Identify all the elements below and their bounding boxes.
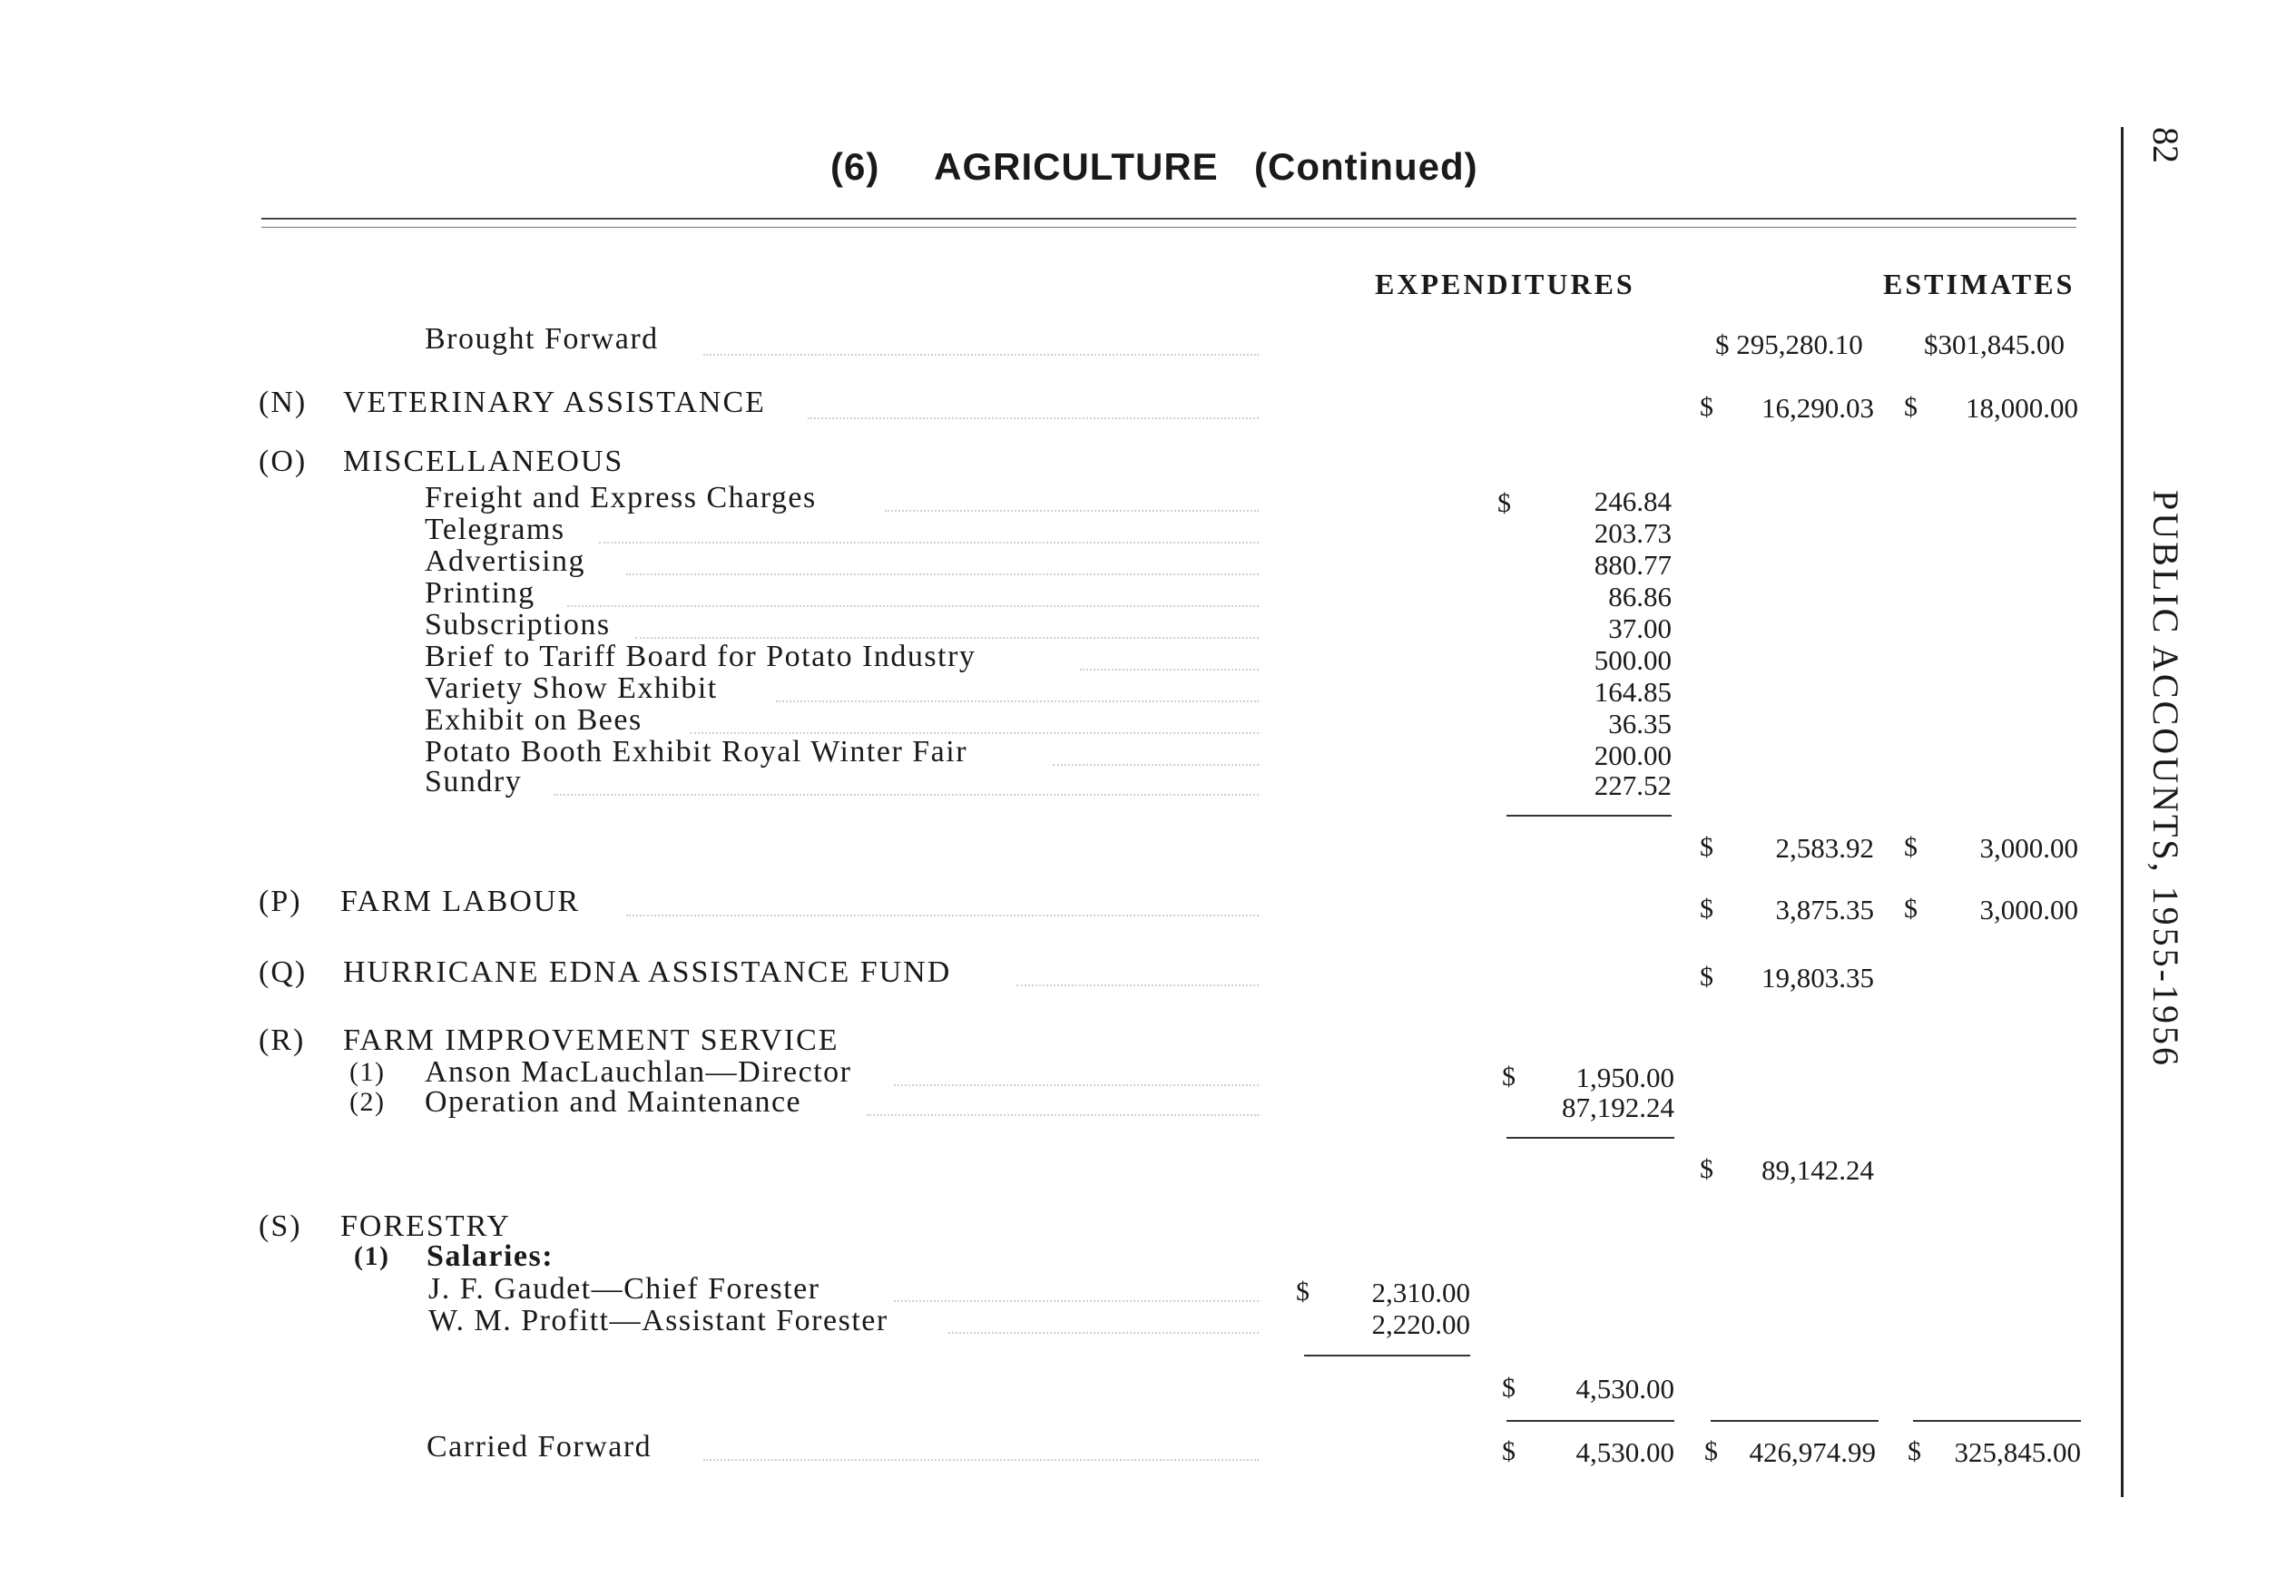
misc-item-amount: 246.84 <box>1594 485 1672 517</box>
side-title: PUBLIC ACCOUNTS, 1955-1956 <box>2145 490 2186 1068</box>
brought-forward-expenditure: $ 295,280.10 <box>1715 328 1863 360</box>
brought-forward-label: Brought Forward <box>425 322 659 356</box>
forestry-label: FORESTRY <box>340 1209 511 1243</box>
dollar-sign: $ <box>1700 894 1713 924</box>
carried-forward-sub: 4,530.00 <box>1575 1436 1674 1468</box>
misc-item-label: Advertising <box>425 544 586 578</box>
misc-item-label: Sundry <box>425 765 523 798</box>
misc-item-label: Freight and Express Charges <box>425 481 817 514</box>
leader <box>948 1332 1259 1334</box>
total-line <box>1711 1420 1879 1422</box>
leader <box>703 1459 1259 1461</box>
title-main: AGRICULTURE <box>934 145 1219 188</box>
section-code: (O) <box>259 445 308 478</box>
forestry-sub-number: (1) <box>354 1241 390 1271</box>
hurricane-label: HURRICANE EDNA ASSISTANCE FUND <box>343 955 952 989</box>
section-code: (S) <box>259 1209 302 1243</box>
leader <box>894 1300 1259 1302</box>
misc-item-amount: 86.86 <box>1608 581 1672 612</box>
leader <box>776 700 1259 702</box>
carried-forward-label: Carried Forward <box>427 1430 652 1464</box>
carried-forward-expenditure: 426,974.99 <box>1749 1436 1876 1468</box>
leader <box>1016 984 1259 986</box>
brought-forward-estimate: $301,845.00 <box>1924 328 2065 360</box>
carried-forward-estimate: 325,845.00 <box>1954 1436 2081 1468</box>
misc-item-amount: 500.00 <box>1594 644 1672 676</box>
fis-item-label: Anson MacLauchlan—Director <box>425 1055 852 1089</box>
title-continued: (Continued) <box>1254 145 1478 188</box>
leader <box>690 732 1259 734</box>
forestry-sub-label: Salaries: <box>427 1239 554 1273</box>
header-rule-2 <box>261 227 2076 228</box>
misc-item-label: Brief to Tariff Board for Potato Industry <box>425 640 976 673</box>
total-line <box>1913 1420 2081 1422</box>
misc-item-amount: 37.00 <box>1608 612 1672 644</box>
expenditures-heading: EXPENDITURES <box>1375 268 1635 300</box>
dollar-sign: $ <box>1904 894 1918 924</box>
leader <box>703 354 1259 356</box>
veterinary-expenditure: 16,290.03 <box>1761 392 1874 424</box>
dollar-sign: $ <box>1904 832 1918 862</box>
hurricane-expenditure: 19,803.35 <box>1761 962 1874 994</box>
page-title <box>830 145 1478 189</box>
leader <box>894 1084 1259 1086</box>
dollar-sign: $ <box>1502 1373 1516 1403</box>
leader <box>626 915 1259 916</box>
misc-item-amount: 880.77 <box>1594 549 1672 581</box>
fis-expenditure: 89,142.24 <box>1761 1154 1874 1186</box>
misc-item-amount: 36.35 <box>1608 708 1672 739</box>
leader <box>885 510 1259 512</box>
misc-item-label: Telegrams <box>425 513 565 546</box>
dollar-sign: $ <box>1704 1436 1718 1466</box>
forestry-person-label: W. M. Profitt—Assistant Forester <box>428 1304 888 1337</box>
veterinary-estimate: 18,000.00 <box>1966 392 2078 424</box>
leader <box>635 637 1259 639</box>
misc-item-label: Exhibit on Bees <box>425 703 643 737</box>
dollar-sign: $ <box>1700 962 1713 992</box>
fis-item-label: Operation and Maintenance <box>425 1085 802 1119</box>
total-line <box>1506 1420 1674 1422</box>
farm-labour-label: FARM LABOUR <box>340 885 581 918</box>
page-number: 82 <box>2145 127 2186 163</box>
misc-item-label: Variety Show Exhibit <box>425 671 718 705</box>
dollar-sign: $ <box>1908 1436 1921 1466</box>
dollar-sign: $ <box>1700 1154 1713 1184</box>
subtotal-line <box>1506 815 1672 817</box>
margin-rule <box>2121 127 2124 1497</box>
forestry-person-amount: 2,310.00 <box>1371 1277 1470 1308</box>
leader <box>1053 764 1259 766</box>
misc-item-label: Subscriptions <box>425 608 611 641</box>
farm-labour-estimate: 3,000.00 <box>1979 894 2078 925</box>
misc-label: MISCELLANEOUS <box>343 445 624 478</box>
dollar-sign: $ <box>1502 1436 1516 1466</box>
farm-labour-expenditure: 3,875.35 <box>1775 894 1874 925</box>
forestry-person-label: J. F. Gaudet—Chief Forester <box>428 1272 820 1306</box>
leader <box>808 417 1259 419</box>
section-code: (P) <box>259 885 302 918</box>
header-rule-1 <box>261 218 2076 220</box>
leader <box>626 573 1259 575</box>
dollar-sign: $ <box>1700 832 1713 862</box>
section-code: (Q) <box>259 955 308 989</box>
leader <box>1080 669 1259 671</box>
misc-item-amount: 164.85 <box>1594 676 1672 708</box>
veterinary-label: VETERINARY ASSISTANCE <box>343 386 766 419</box>
fis-item-number: (2) <box>349 1087 386 1117</box>
fis-item-amount: 1,950.00 <box>1575 1062 1674 1093</box>
fis-item-amount: 87,192.24 <box>1562 1092 1674 1123</box>
subtotal-line <box>1304 1355 1470 1356</box>
dollar-sign: $ <box>1700 392 1713 422</box>
dollar-sign: $ <box>1904 392 1918 422</box>
misc-item-amount: 200.00 <box>1594 739 1672 771</box>
misc-item-label: Printing <box>425 576 535 610</box>
misc-item-amount: 203.73 <box>1594 517 1672 549</box>
estimates-heading: ESTIMATES <box>1883 268 2075 300</box>
section-code: (N) <box>259 386 308 419</box>
forestry-subtotal: 4,530.00 <box>1575 1373 1674 1405</box>
dollar-sign: $ <box>1502 1062 1516 1092</box>
dollar-sign: $ <box>1296 1277 1310 1307</box>
section-code: (R) <box>259 1023 306 1057</box>
fis-label: FARM IMPROVEMENT SERVICE <box>343 1023 839 1057</box>
misc-expenditure: 2,583.92 <box>1775 832 1874 864</box>
misc-estimate: 3,000.00 <box>1979 832 2078 864</box>
leader <box>554 794 1259 796</box>
fis-item-number: (1) <box>349 1057 386 1087</box>
dollar-sign: $ <box>1497 488 1511 518</box>
misc-item-label: Potato Booth Exhibit Royal Winter Fair <box>425 735 968 769</box>
leader <box>567 605 1259 607</box>
subtotal-line <box>1506 1137 1674 1139</box>
leader <box>867 1114 1259 1116</box>
misc-item-amount: 227.52 <box>1594 769 1672 801</box>
forestry-person-amount: 2,220.00 <box>1371 1308 1470 1340</box>
title-number: (6) <box>830 145 880 188</box>
leader <box>599 542 1259 543</box>
